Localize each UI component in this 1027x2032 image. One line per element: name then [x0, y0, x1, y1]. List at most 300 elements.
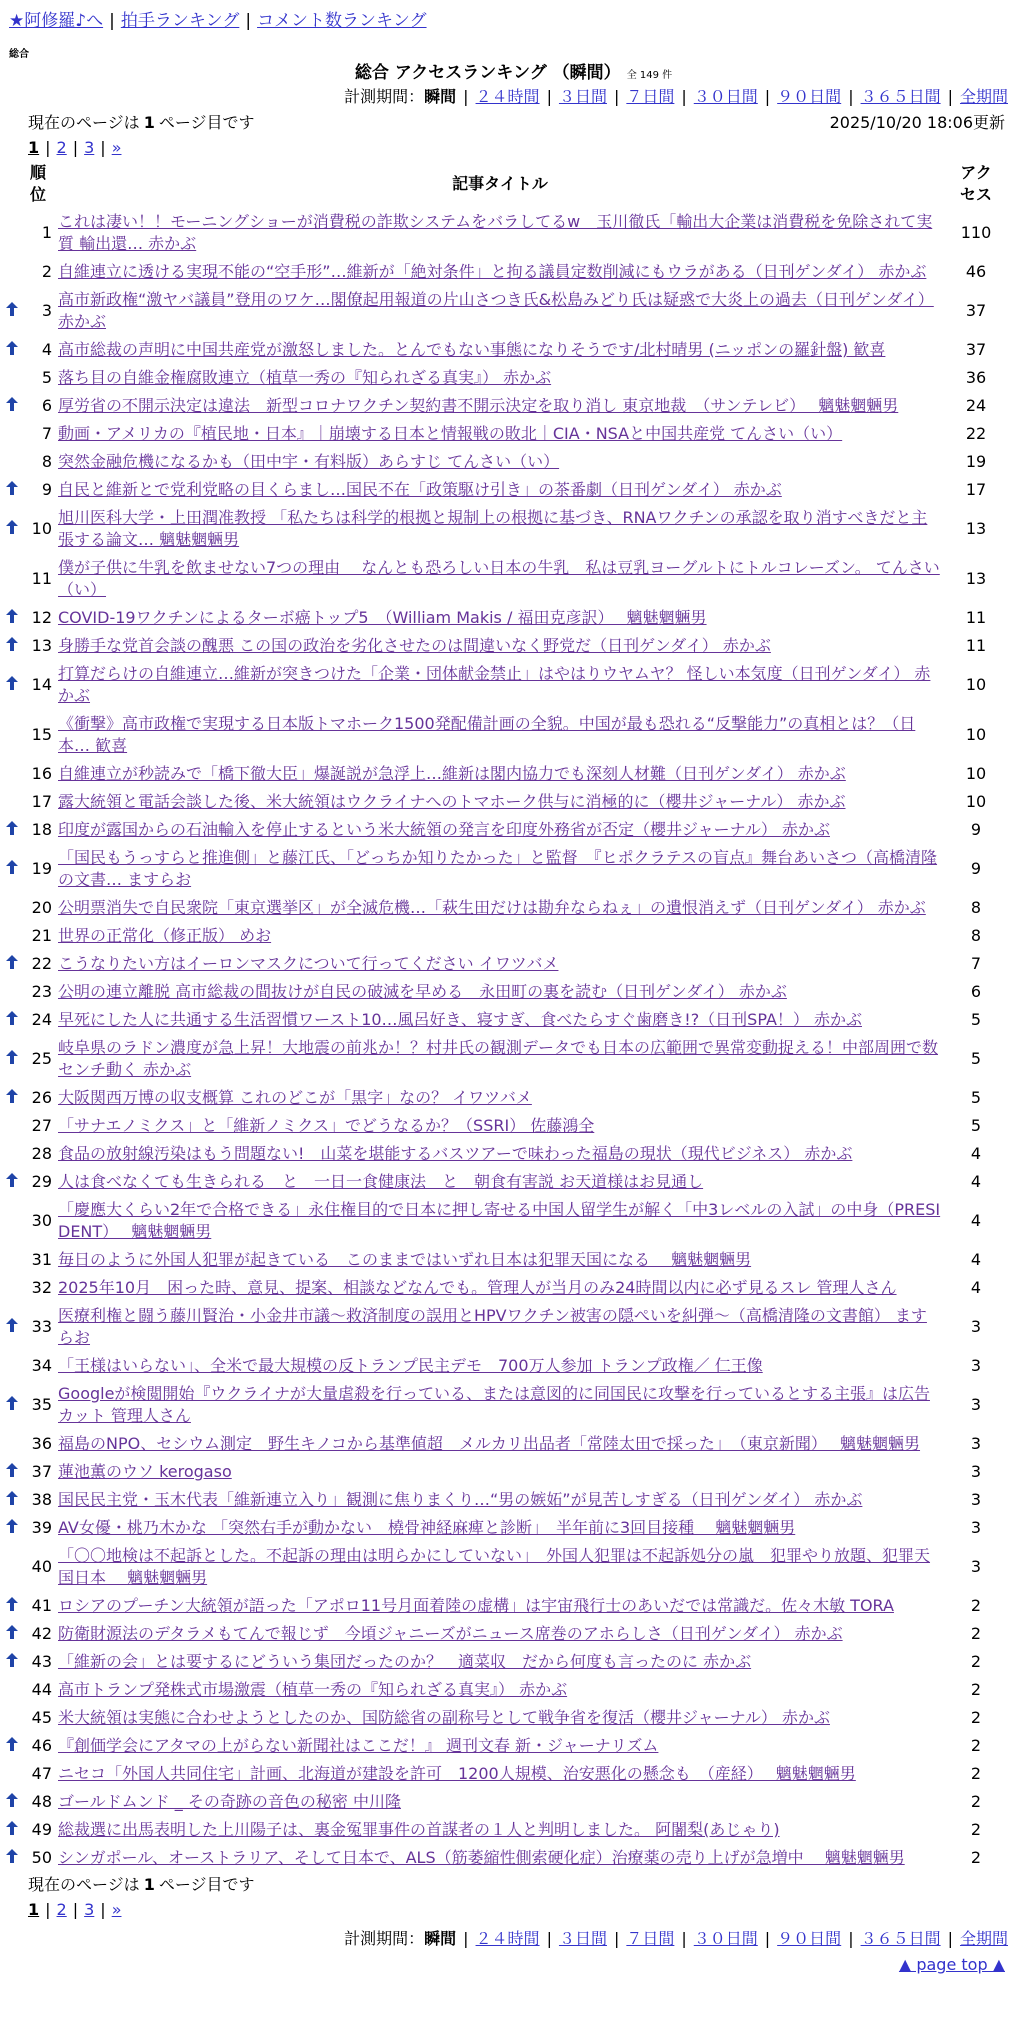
access-count: 4 [970, 1278, 982, 1297]
article-link[interactable]: 岐阜県のラドン濃度が急上昇！大地震の前兆か！？村井氏の観測データでも日本の広範囲で異常変動捉える！中部周囲で数センチ動く 赤かぶ [58, 1038, 939, 1079]
rank-number: 6 [41, 396, 52, 415]
updated-timestamp: 2025/10/20 18:06更新 [829, 113, 1005, 132]
period-link[interactable]: ７日間 [626, 1929, 675, 1948]
table-row [0, 1168, 1006, 1196]
article-link[interactable]: 福島のNPO、セシウム測定 野生キノコから基準値超 メルカリ出品者「常陸太田で採った」 （東京新聞） 魑魅魍魎男 [58, 1434, 921, 1453]
access-count: 10 [965, 675, 987, 694]
up-arrow-icon [6, 955, 18, 969]
article-link[interactable]: こうなりたい方はイーロンマスクについて行ってください イワツバメ [58, 954, 559, 973]
title-cell [54, 258, 946, 286]
title-cell [54, 978, 946, 1006]
title-cell [54, 760, 946, 788]
separator: | [681, 1929, 687, 1948]
trend-cell [0, 1246, 24, 1274]
access-count: 24 [965, 396, 987, 415]
table-row [0, 1760, 1006, 1788]
article-link[interactable]: COVID-19ワクチンによるターボ癌トップ5 （William Makis / 福田克彦訳） 魑魅魍魎男 [58, 608, 707, 627]
title-cell [54, 1788, 946, 1816]
table-row [0, 1704, 1006, 1732]
period-current: 瞬間 [424, 87, 457, 106]
table-row [0, 420, 1006, 448]
trend-cell [0, 844, 24, 894]
trend-cell [0, 258, 24, 286]
rank-number: 39 [31, 1518, 52, 1537]
trend-cell [0, 1140, 24, 1168]
period-link[interactable]: ９０日間 [777, 87, 842, 106]
rank-number: 28 [31, 1144, 52, 1163]
trend-cell [0, 816, 24, 844]
title-cell [54, 1486, 946, 1514]
title-cell [54, 604, 946, 632]
trend-cell [0, 1006, 24, 1034]
rank-number: 33 [31, 1317, 52, 1336]
rank-number: 40 [31, 1557, 52, 1576]
access-count: 3 [970, 1518, 982, 1537]
period-link[interactable]: ３６５日間 [860, 87, 941, 106]
access-header-label: アクセス [959, 163, 992, 204]
table-row [0, 392, 1006, 420]
access-count: 17 [965, 480, 987, 499]
rank-number: 14 [31, 675, 52, 694]
pager-next-link[interactable]: » [111, 1900, 122, 1919]
trend-cell [0, 1302, 24, 1352]
trend-cell [0, 448, 24, 476]
article-link[interactable]: 動画・アメリカの『植民地・日本』｜崩壊する日本と情報戦の敗北｜CIA・NSAと中国共産党 てんさい（い） [58, 424, 843, 443]
separator: | [764, 87, 771, 106]
table-row [0, 1380, 1006, 1430]
article-link[interactable]: 落ち目の自維金権腐敗連立（植草一秀の『知られざる真実』） 赤かぶ [58, 368, 552, 387]
trend-cell [0, 1704, 24, 1732]
trend-cell [0, 1648, 24, 1676]
up-arrow-icon [6, 1849, 18, 1863]
table-row [0, 1486, 1006, 1514]
trend-cell [0, 1112, 24, 1140]
period-link[interactable]: ３６５日間 [860, 1929, 941, 1948]
access-count: 4 [970, 1144, 982, 1163]
comment-ranking-link[interactable]: コメント数ランキング [257, 11, 427, 31]
separator: | [681, 87, 687, 106]
article-link[interactable]: 公明票消失で自民衆院「東京選挙区」が全滅危機…「萩生田だけは勘弁ならねぇ」の遺恨消えず（日刊ゲンダイ） 赤かぶ [58, 898, 926, 917]
pager-link[interactable]: 2 [56, 1900, 67, 1919]
rank-number: 8 [41, 452, 52, 471]
article-link[interactable]: AV女優・桃乃木かな 「突然右手が動かない 橈骨神経麻痺と診断」 半年前に3回目接種 魑魅魍魎男 [58, 1518, 796, 1537]
article-link[interactable]: これは凄い！！モーニングショーが消費税の詐欺システムをバラしてるw 玉川徹氏「輸出大企業は消費税を免除されて実質 輸出還… 赤かぶ [58, 212, 933, 253]
article-link[interactable]: 2025年10月 困った時、意見、提案、相談などなんでも。管理人が当月のみ24時間以内に必ず見るスレ 管理人さん [58, 1278, 897, 1297]
trend-cell [0, 392, 24, 420]
table-row [0, 760, 1006, 788]
up-arrow-icon [6, 302, 18, 316]
pager-next-link[interactable]: » [111, 138, 122, 157]
article-link[interactable]: 早死にした人に共通する生活習慣ワースト10…風呂好き、寝すぎ、食べたらすぐ歯磨き!?（日刊SPA！） 赤かぶ [58, 1010, 862, 1029]
up-arrow-icon [6, 1089, 18, 1103]
access-header [946, 160, 1006, 208]
rank-number: 23 [31, 982, 52, 1001]
article-link[interactable]: 世界の正常化（修正版） めお [58, 926, 272, 945]
title-cell [54, 1816, 946, 1844]
page-info-prefix: 現在のページは [28, 113, 140, 132]
period-link[interactable]: ９０日間 [777, 1929, 842, 1948]
page-info-number: 1 [143, 1875, 155, 1894]
title-cell [54, 1274, 946, 1302]
access-count: 3 [970, 1395, 982, 1414]
table-row [0, 1246, 1006, 1274]
period-link[interactable]: ３日間 [558, 87, 607, 106]
up-arrow-icon [6, 1318, 18, 1332]
title-cell [54, 1704, 946, 1732]
title-cell [54, 208, 946, 258]
access-count: 9 [970, 859, 982, 878]
rank-number: 13 [31, 636, 52, 655]
rank-number: 36 [31, 1434, 52, 1453]
period-label: 計測期間： [344, 1929, 425, 1948]
trend-cell [0, 788, 24, 816]
access-count: 3 [970, 1462, 982, 1481]
top-nav [9, 10, 427, 32]
title-cell [54, 950, 946, 978]
rank-number: 27 [31, 1116, 52, 1135]
up-arrow-icon [6, 1491, 18, 1505]
table-row [0, 1034, 1006, 1084]
pager-link[interactable]: 2 [56, 138, 67, 157]
access-count: 110 [960, 223, 992, 242]
trend-cell [0, 760, 24, 788]
trend-cell [0, 894, 24, 922]
table-row [0, 950, 1006, 978]
rank-number: 30 [31, 1211, 52, 1230]
title-cell [54, 922, 946, 950]
period-link[interactable]: ２４時間 [475, 87, 540, 106]
table-row [0, 922, 1006, 950]
up-arrow-icon [6, 1396, 18, 1410]
table-row [0, 1620, 1006, 1648]
table-row [0, 1514, 1006, 1542]
article-link[interactable]: 僕が子供に牛乳を飲ませない7つの理由 なんとも恐ろしい日本の牛乳 私は豆乳ヨーグルトにトルコレーズン。 てんさい（い） [58, 558, 940, 599]
rank-number: 42 [31, 1624, 52, 1643]
trend-cell [0, 632, 24, 660]
separator: | [546, 1929, 552, 1948]
page-info-bottom [28, 1874, 255, 1896]
trend-cell [0, 1352, 24, 1380]
separator: | [546, 87, 552, 106]
table-row [0, 844, 1006, 894]
access-count: 13 [965, 519, 987, 538]
rank-number: 4 [41, 340, 52, 359]
trend-cell [0, 660, 24, 710]
up-arrow-icon [6, 1597, 18, 1611]
rank-number: 44 [31, 1680, 52, 1699]
article-link[interactable]: 「王様はいらない」、全米で最大規模の反トランプ民主デモ 700万人参加 トランプ政権／ 仁王像 [58, 1356, 763, 1375]
table-row [0, 1352, 1006, 1380]
article-link[interactable]: 「〇〇地検は不起訴とした。不起訴の理由は明らかにしていない」 外国人犯罪は不起訴処分の嵐 犯罪やり放題、犯罪天国日本 魑魅魍魎男 [58, 1546, 931, 1587]
table-row [0, 1592, 1006, 1620]
access-count: 5 [970, 1116, 982, 1135]
rank-number: 50 [31, 1848, 52, 1867]
access-count: 8 [970, 926, 982, 945]
article-link[interactable]: 『創価学会にアタマの上がらない新聞社はここだ！』 週刊文春 新・ジャーナリズム [58, 1736, 659, 1755]
article-link[interactable]: 防衛財源法のデタラメもてんで報じず 今頃ジャニーズがニュース席巻のアホらしさ（日刊ゲンダイ） 赤かぶ [58, 1624, 843, 1643]
page-info-suffix: ページ目です [158, 1875, 255, 1894]
access-count: 6 [970, 982, 982, 1001]
title-cell [54, 816, 946, 844]
title-cell [54, 894, 946, 922]
title-cell [54, 1246, 946, 1274]
separator: | [100, 138, 106, 157]
up-arrow-icon [6, 1821, 18, 1835]
trend-cell [0, 922, 24, 950]
table-row [0, 1648, 1006, 1676]
period-nav-bottom [344, 1928, 1008, 1950]
rank-number: 24 [31, 1010, 52, 1029]
article-link[interactable]: 「国民もうっすらと推進側」と藤江氏、「どっちか知りたかった」と監督 『ヒポクラテスの盲点』舞台あいさつ（高橋清隆の文書… ますらお [58, 848, 938, 889]
article-link[interactable]: 「慶應大くらい2年で合格できる」永住権目的で日本に押し寄せる中国人留学生が解く「中3レベルの入試」の中身（PRESIDENT） 魑魅魍魎男 [58, 1200, 941, 1241]
article-link[interactable]: 自民と維新とで党利党略の目くらまし…国民不在「政策駆け引き」の茶番劇（日刊ゲンダイ） 赤かぶ [58, 480, 782, 499]
title-cell [54, 1676, 946, 1704]
rank-number: 21 [31, 926, 52, 945]
rank-number: 45 [31, 1708, 52, 1727]
access-count: 2 [970, 1764, 982, 1783]
table-row [0, 660, 1006, 710]
table-row [0, 504, 1006, 554]
rank-number: 31 [31, 1250, 52, 1269]
access-count: 46 [965, 262, 987, 281]
rank-number: 19 [31, 859, 52, 878]
access-count: 2 [970, 1736, 982, 1755]
article-link[interactable]: 打算だらけの自維連立…維新が突きつけた「企業・団体献金禁止」はやはりウヤムヤ？ 怪しい本気度（日刊ゲンダイ） 赤かぶ [58, 664, 931, 705]
trend-cell [0, 336, 24, 364]
separator: | [613, 1929, 620, 1948]
article-link[interactable]: 高市新政権“激ヤバ議員”登用のワケ…閣僚起用報道の片山さつき氏&松島みどり氏は疑惑で大炎上の過去（日刊ゲンダイ） 赤かぶ [58, 290, 934, 331]
article-link[interactable]: 自維連立に透ける実現不能の“空手形”…維新が「絶対条件」と拘る議員定数削減にもウラがある（日刊ゲンダイ） 赤かぶ [58, 262, 927, 281]
table-row [0, 1274, 1006, 1302]
page-top-link[interactable]: ▲ page top ▲ [898, 1955, 1005, 1974]
access-count: 3 [970, 1490, 982, 1509]
article-link[interactable]: 総裁選に出馬表明した上川陽子は、裏金冤罪事件の首謀者の１人と判明しました。 阿闍梨(あじゃり) [58, 1820, 780, 1839]
table-row [0, 788, 1006, 816]
article-link[interactable]: 《衝撃》高市政権で実現する日本版トマホーク1500発配備計画の全貌。中国が最も恐れる“反撃能力”の真相とは？（日本… 歓喜 [58, 714, 916, 755]
ranking-table [0, 160, 1006, 1872]
title-cell [54, 1458, 946, 1486]
period-link[interactable]: ７日間 [626, 87, 675, 106]
rank-number: 38 [31, 1490, 52, 1509]
up-arrow-icon [6, 1625, 18, 1639]
separator: | [613, 87, 620, 106]
separator: | [72, 138, 79, 157]
article-link[interactable]: 高市トランプ発株式市場激震（植草一秀の『知られざる真実』） 赤かぶ [58, 1680, 568, 1699]
table-row [0, 632, 1006, 660]
trend-cell [0, 1816, 24, 1844]
trend-cell [0, 1380, 24, 1430]
article-link[interactable]: 厚労省の不開示決定は違法 新型コロナワクチン契約書不開示決定を取り消し 東京地裁 （サンテレビ） 魑魅魍魎男 [58, 396, 899, 415]
table-row [0, 1816, 1006, 1844]
article-link[interactable]: 人は食べなくても生きられる と 一日一食健康法 と 朝食有害説 お天道様はお見通し [58, 1172, 704, 1191]
up-arrow-icon [6, 1011, 18, 1025]
up-arrow-icon [6, 341, 18, 355]
period-link[interactable]: 全期間 [959, 87, 1008, 106]
access-count: 19 [965, 452, 987, 471]
rank-number: 25 [31, 1049, 52, 1068]
table-row [0, 604, 1006, 632]
table-row [0, 1140, 1006, 1168]
pager-link[interactable]: 3 [84, 1900, 95, 1919]
rank-number: 15 [31, 725, 52, 744]
separator: | [45, 138, 51, 157]
home-link[interactable]: ★阿修羅♪へ [9, 11, 104, 31]
separator: | [463, 1929, 469, 1948]
table-header-row [0, 160, 1006, 208]
trend-cell [0, 1732, 24, 1760]
table-row [0, 816, 1006, 844]
access-count: 2 [970, 1652, 982, 1671]
separator: | [463, 87, 469, 106]
rank-number: 12 [31, 608, 52, 627]
access-count: 2 [970, 1596, 982, 1615]
article-link[interactable]: 突然金融危機になるかも（田中宇・有料版）あらすじ てんさい（い） [58, 452, 560, 471]
access-count: 11 [965, 608, 987, 627]
rank-number: 32 [31, 1278, 52, 1297]
up-arrow-icon [6, 676, 18, 690]
rank-number: 22 [31, 954, 52, 973]
up-arrow-icon [6, 1050, 18, 1064]
article-link[interactable]: 高市総裁の声明に中国共産党が激怒しました。とんでもない事態になりそうです/北村晴男 (ニッポンの羅針盤) 歓喜 [58, 340, 886, 359]
article-link[interactable]: 毎日のように外国人犯罪が起きている このままではいずれ日本は犯罪天国になる 魑魅魍魎男 [58, 1250, 752, 1269]
article-link[interactable]: 露大統領と電話会談した後、米大統領はウクライナへのトマホーク供与に消極的に（櫻井ジャーナル） 赤かぶ [58, 792, 846, 811]
table-row [0, 1458, 1006, 1486]
period-link[interactable]: ３日間 [558, 1929, 607, 1948]
access-count: 13 [965, 569, 987, 588]
rank-number: 43 [31, 1652, 52, 1671]
table-row [0, 258, 1006, 286]
trend-cell [0, 1486, 24, 1514]
article-link[interactable]: 「維新の会」とは要するにどういう集団だったのか？ 適菜収 だから何度も言ったのに 赤かぶ [58, 1652, 752, 1671]
title-cell [54, 1006, 946, 1034]
article-link[interactable]: 「サナエノミクス」と「維新ノミクス」でどうなるか？（SSRI） 佐藤鴻全 [58, 1116, 595, 1135]
access-count: 3 [970, 1356, 982, 1375]
trend-cell [0, 420, 24, 448]
rank-number: 3 [41, 301, 52, 320]
title-cell [54, 844, 946, 894]
rank-number: 41 [31, 1596, 52, 1615]
table-row [0, 208, 1006, 258]
article-link[interactable]: 国民民主党・玉木代表「維新連立入り」観測に焦りまくり…“男の嫉妬”が見苦しすぎる（日刊ゲンダイ） 赤かぶ [58, 1490, 863, 1509]
table-row [0, 978, 1006, 1006]
article-link[interactable]: 米大統領は実態に合わせようとしたのか、国防総省の副称号として戦争省を復活（櫻井ジャーナル） 赤かぶ [58, 1708, 830, 1727]
trend-cell [0, 1084, 24, 1112]
trend-cell [0, 950, 24, 978]
up-arrow-icon [6, 860, 18, 874]
table-row [0, 1302, 1006, 1352]
article-link[interactable]: 印度が露国からの石油輸入を停止するという米大統領の発言を印度外務省が否定（櫻井ジャーナル） 赤かぶ [58, 820, 830, 839]
article-link[interactable]: Googleが検閲開始『ウクライナが大量虐殺を行っている、または意図的に同国民に攻撃を行っているとする主張』は広告カット 管理人さん [58, 1384, 930, 1425]
rank-number: 47 [31, 1764, 52, 1783]
title-cell [54, 1592, 946, 1620]
rank-number: 17 [31, 792, 52, 811]
article-link[interactable]: 身勝手な党首会談の醜悪 この国の政治を劣化させたのは間違いなく野党だ（日刊ゲンダイ） 赤かぶ [58, 636, 771, 655]
pager-bottom [28, 1899, 121, 1921]
access-count: 9 [970, 820, 982, 839]
table-row [0, 364, 1006, 392]
access-count: 8 [970, 898, 982, 917]
access-count: 3 [970, 1317, 982, 1336]
article-link[interactable]: ゴールドムンド _ その奇跡の音色の秘密 中川隆 [58, 1792, 401, 1811]
access-count: 2 [970, 1680, 982, 1699]
separator: | [109, 11, 115, 31]
table-row [0, 286, 1006, 336]
article-link[interactable]: シンガポール、オーストラリア、そして日本で、ALS（筋萎縮性側索硬化症）治療薬の売り上げが急増中 魑魅魍魎男 [58, 1848, 905, 1867]
arrow-header [0, 160, 24, 208]
trend-cell [0, 1620, 24, 1648]
rank-number: 9 [41, 480, 52, 499]
title-cell [54, 1034, 946, 1084]
access-count: 5 [970, 1088, 982, 1107]
trend-cell [0, 1458, 24, 1486]
table-row [0, 710, 1006, 760]
access-count: 3 [970, 1557, 982, 1576]
title-cell [54, 1620, 946, 1648]
article-link[interactable]: 蓮池薫のウソ kerogaso [58, 1462, 232, 1481]
period-link[interactable]: ３０日間 [693, 87, 758, 106]
table-row [0, 1844, 1006, 1872]
period-link[interactable]: ２４時間 [475, 1929, 540, 1948]
trend-cell [0, 1788, 24, 1816]
article-link[interactable]: ニセコ「外国人共同住宅」計画、北海道が建設を許可 1200人規模、治安悪化の懸念も （産経） 魑魅魍魎男 [58, 1764, 856, 1783]
access-count: 36 [965, 368, 987, 387]
article-link[interactable]: 公明の連立離脱 高市総裁の間抜けが自民の破滅を早める 永田町の裏を読む（日刊ゲンダイ） 赤かぶ [58, 982, 787, 1001]
access-count: 2 [970, 1848, 982, 1867]
pager-link[interactable]: 3 [84, 138, 95, 157]
period-link[interactable]: ３０日間 [693, 1929, 758, 1948]
rank-header-label: 順位 [29, 163, 46, 204]
article-link[interactable]: 医療利権と闘う藤川賢治・小金井市議～救済制度の誤用とHPVワクチン被害の隠ぺいを糾弾～（高橋清隆の文書館） ますらお [58, 1306, 927, 1347]
article-link[interactable]: 自維連立が秒読みで「橋下徹大臣」爆誕説が急浮上…維新は閣内協力でも深刻人材難（日刊ゲンダイ） 赤かぶ [58, 764, 846, 783]
separator: | [947, 1929, 953, 1948]
access-count: 3 [970, 1434, 982, 1453]
separator: | [947, 87, 953, 106]
up-arrow-icon [6, 1793, 18, 1807]
rank-number: 48 [31, 1792, 52, 1811]
access-count: 2 [970, 1708, 982, 1727]
up-arrow-icon [6, 821, 18, 835]
clap-ranking-link[interactable]: 拍手ランキング [120, 11, 240, 31]
title-cell [54, 476, 946, 504]
trend-cell [0, 504, 24, 554]
up-arrow-icon [6, 397, 18, 411]
article-link[interactable]: ロシアのプーチン大統領が語った「アポロ11号月面着陸の虚構」は宇宙飛行士のあいだでは常識だ。佐々木敏 TORA [58, 1596, 894, 1615]
title-cell [54, 1732, 946, 1760]
period-link[interactable]: 全期間 [959, 1929, 1008, 1948]
title-cell [54, 504, 946, 554]
table-row [0, 1542, 1006, 1592]
table-row [0, 1112, 1006, 1140]
trend-cell [0, 1514, 24, 1542]
trend-cell [0, 978, 24, 1006]
trend-cell [0, 1592, 24, 1620]
title-cell [54, 1352, 946, 1380]
article-link[interactable]: 食品の放射線汚染はもう問題ない! 山菜を堪能するバスツアーで味わった福島の現状（現代ビジネス） 赤かぶ [58, 1144, 853, 1163]
title-cell [54, 1514, 946, 1542]
page-info-number: 1 [143, 113, 155, 132]
article-link[interactable]: 大阪関西万博の収支概算 これのどこが「黒字」なの？ イワツバメ [58, 1088, 532, 1107]
access-count: 37 [965, 340, 987, 359]
title-cell [54, 1168, 946, 1196]
article-link[interactable]: 旭川医科大学・上田潤准教授 「私たちは科学的根拠と規制上の根拠に基づき、RNAワクチンの承認を取り消すべきだと主張する論文… 魑魅魍魎男 [58, 508, 928, 549]
title-cell [54, 1140, 946, 1168]
trend-cell [0, 286, 24, 336]
pager-top [28, 137, 121, 159]
separator: | [764, 1929, 771, 1948]
title-cell [54, 286, 946, 336]
period-label: 計測期間： [344, 87, 425, 106]
title-cell [54, 1760, 946, 1788]
